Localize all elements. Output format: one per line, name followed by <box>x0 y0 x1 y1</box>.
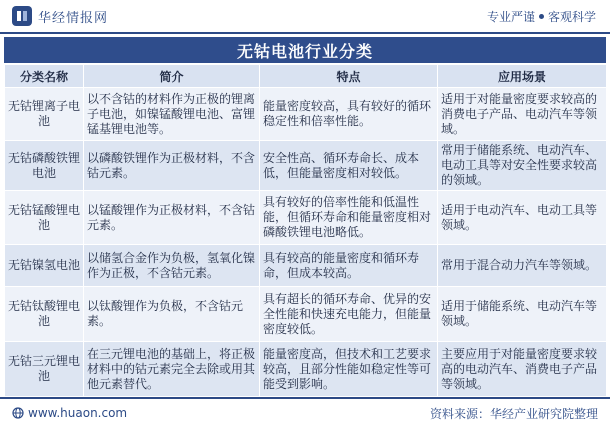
cell-intro: 以磷酸铁锂作为正极材料，不含钴元素。 <box>84 141 260 191</box>
cell-name: 无钴锰酸锂电池 <box>5 191 84 245</box>
cell-applications: 适用于电动汽车、电动工具等领域。 <box>438 191 607 245</box>
cell-intro: 以锰酸锂作为正极材料，不含钴元素。 <box>84 191 260 245</box>
globe-icon <box>12 407 24 419</box>
column-header-features: 特点 <box>260 65 438 88</box>
cell-intro: 以不含钴的材料作为正极的锂离子电池，如镍锰酸锂电池、富锂锰基锂电池等。 <box>84 88 260 141</box>
column-header-applications: 应用场景 <box>438 65 607 88</box>
cell-intro: 在三元锂电池的基础上，将正极材料中的钴元素完全去除或用其他元素替代。 <box>84 342 260 397</box>
cell-features: 能量密度较高，具有较好的循环稳定性和倍率性能。 <box>260 88 438 141</box>
cell-features: 具有较高的能量密度和循环寿命，但成本较高。 <box>260 245 438 287</box>
cell-applications: 适用于对能量密度要求较高的消费电子产品、电动汽车等领域。 <box>438 88 607 141</box>
cell-name: 无钴磷酸铁锂电池 <box>5 141 84 191</box>
cell-applications: 常用于储能系统、电动汽车、电动工具等对安全性要求较高的领域。 <box>438 141 607 191</box>
slogan <box>487 8 596 25</box>
cell-name: 无钴钛酸锂电池 <box>5 287 84 342</box>
table-row <box>5 191 607 245</box>
top-bar <box>0 0 610 34</box>
cell-intro: 以储氢合金作为负极，氢氧化镍作为正极，不含钴元素。 <box>84 245 260 287</box>
brand <box>12 6 108 26</box>
table-row <box>5 141 607 191</box>
cell-name: 无钴锂离子电池 <box>5 88 84 141</box>
brand-name: 华经情报网 <box>38 10 109 26</box>
cell-name: 无钴三元锂电池 <box>5 342 84 397</box>
footer <box>0 397 610 427</box>
cell-name: 无钴镍氢电池 <box>5 245 84 287</box>
table-row <box>5 245 607 287</box>
table-row <box>5 287 607 342</box>
cell-applications: 主要应用于对能量密度要求较高的电动汽车、消费电子产品等领域。 <box>438 342 607 397</box>
cell-intro: 以钛酸锂作为负极，不含钴元素。 <box>84 287 260 342</box>
classification-table <box>4 64 607 397</box>
cell-features: 具有较好的倍率性能和低温性能，但循环寿命和能量密度相对磷酸铁锂电池略低。 <box>260 191 438 245</box>
table-row <box>5 88 607 141</box>
slogan-left: 专业严谨 <box>486 9 535 24</box>
data-source: 资料来源：华经产业研究院整理 <box>429 406 598 421</box>
column-header-name: 分类名称 <box>5 65 84 88</box>
slogan-right: 客观科学 <box>547 9 596 24</box>
cell-features: 能量密度高，但技术和工艺要求较高，且部分性能如稳定性等可能受到影响。 <box>260 342 438 397</box>
huajing-logo-icon <box>12 6 32 26</box>
bullet-dot-icon <box>539 14 544 19</box>
website-url[interactable]: www.huaon.com <box>28 406 128 420</box>
table-row <box>5 342 607 397</box>
footer-website[interactable] <box>12 406 127 420</box>
cell-features: 具有超长的循环寿命、优异的安全性能和快速充电能力，但能量密度较低。 <box>260 287 438 342</box>
cell-applications: 常用于混合动力汽车等领域。 <box>438 245 607 287</box>
column-header-intro: 简介 <box>84 65 260 88</box>
cell-applications: 适用于储能系统、电动汽车等领域。 <box>438 287 607 342</box>
table-header-row <box>5 65 607 88</box>
page-title: 无钴电池行业分类 <box>4 37 606 63</box>
cell-features: 安全性高、循环寿命长、成本低，但能量密度相对较低。 <box>260 141 438 191</box>
